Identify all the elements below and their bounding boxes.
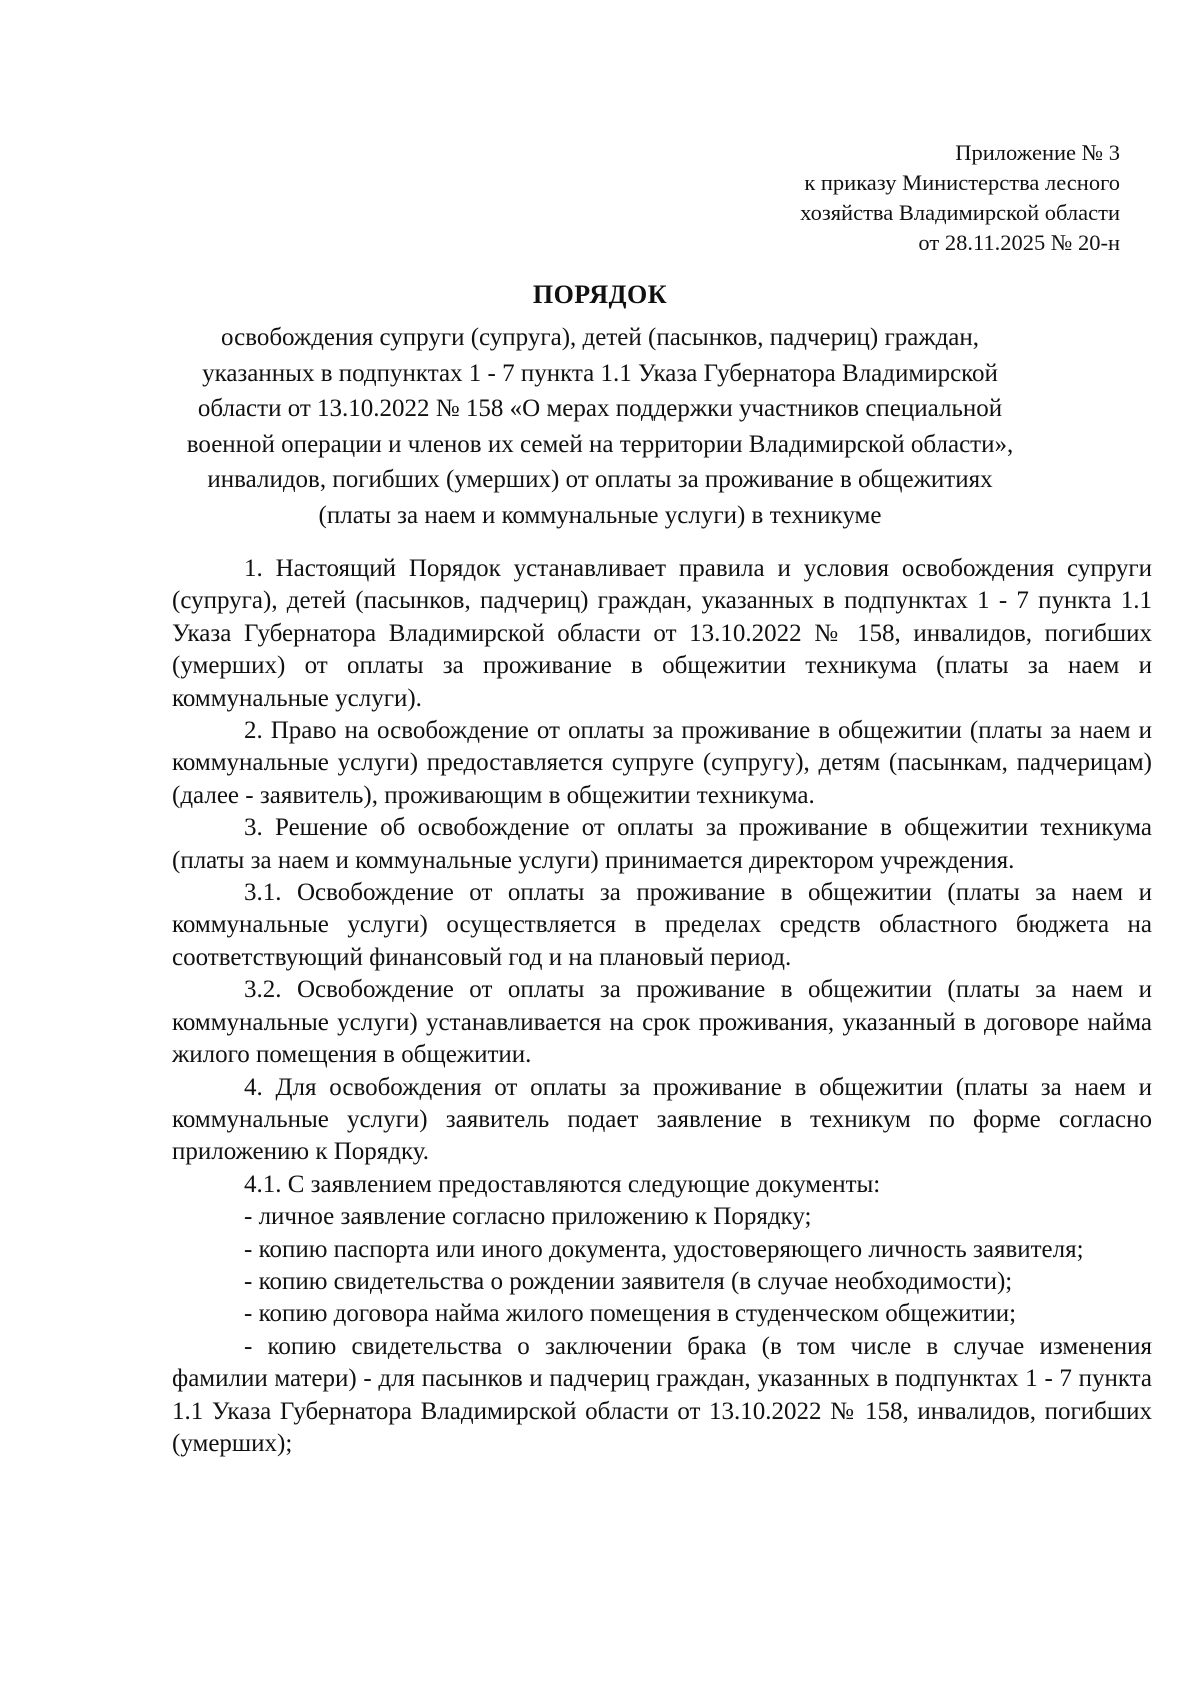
list-item: - копию паспорта или иного документа, удостоверяющего личность заявителя; — [244, 1235, 1084, 1263]
list-item: - личное заявление согласно приложению к Порядку; — [244, 1203, 812, 1231]
subtitle-line: области от 13.10.2022 № 158 «О мерах поддержки участников специальной — [197, 395, 1003, 422]
appendix-line-order: к приказу Министерства лесного — [804, 170, 1120, 195]
appendix-line-ministry: хозяйства Владимирской области — [800, 200, 1120, 225]
paragraph-4-1: 4.1. С заявлением предоставляются следующие документы: — [244, 1170, 881, 1198]
appendix-line-date: от 28.11.2025 № 20-н — [918, 230, 1120, 255]
appendix-line-number: Приложение № 3 — [955, 140, 1120, 165]
paragraph-3-2: 3.2. Освобождение от оплаты за проживание в общежитии (платы за наем и коммунальные услуги) устанавливается на срок проживания, указанный в договоре найма жилого помещения в общежитии. — [172, 976, 1152, 1069]
paragraph-3-1: 3.1. Освобождение от оплаты за проживание в общежитии (платы за наем и коммунальные услуги) осуществляется в пределах средств областного бюджета на соответствующий финансовый год и на плановый период. — [172, 879, 1152, 971]
subtitle-line: военной операции и членов их семей на территории Владимирской области», — [186, 430, 1014, 458]
document-title: ПОРЯДОК — [532, 280, 668, 309]
subtitle-line: (платы за наем и коммунальные услуги) в техникуме — [318, 501, 882, 529]
paragraph-4: 4. Для освобождения от оплаты за проживание в общежитии (платы за наем и коммунальные услуги) заявитель подает заявление в техникум по форме согласно приложению к Порядку. — [172, 1073, 1152, 1166]
paragraph-2: 2. Право на освобождение от оплаты за проживание в общежитии (платы за наем и коммунальные услуги) предоставляется супруге (супругу), детям (пасынкам, падчерицам) (далее - заявитель), проживающим в общежитии техникума. — [172, 717, 1152, 809]
subtitle-line: освобождения супруги (супруга), детей (пасынков, падчериц) граждан, — [220, 324, 980, 351]
subtitle-line: указанных в подпунктах 1 - 7 пункта 1.1 Указа Губернатора Владимирской — [202, 359, 998, 387]
list-item: - копию свидетельства о заключении брака (в том числе в случае изменения фамилии матери) - для пасынков и падчериц граждан, указанных в подпунктах 1 - 7 пункта 1.1 Указа Губернатора Владимирской области от 13.10.2022 № 158, инвалидов, погибших (умерших); — [172, 1332, 1152, 1457]
subtitle-line: инвалидов, погибших (умерших) от оплаты за проживание в общежитиях — [207, 466, 993, 493]
paragraph-1: 1. Настоящий Порядок устанавливает правила и условия освобождения супруги (супруга), детей (пасынков, падчериц) граждан, указанных в подпунктах 1 - 7 пункта 1.1 Указа Губернатора Владимирской области от 13.10.2022 № 158, инвалидов, погибших (умерших) от оплаты за проживание в общежитии техникума (платы за наем и коммунальные услуги). — [172, 555, 1152, 712]
list-item: - копию свидетельства о рождении заявителя (в случае необходимости); — [244, 1267, 1013, 1295]
list-item: - копию договора найма жилого помещения в студенческом общежитии; — [244, 1300, 1017, 1328]
appendix-header — [640, 138, 1120, 258]
document-subtitle — [150, 320, 1050, 533]
paragraph-3: 3. Решение об освобождение от оплаты за проживание в общежитии техникума (платы за наем и коммунальные услуги) принимается директором учреждения. — [172, 814, 1152, 874]
document-body — [172, 553, 1152, 1460]
